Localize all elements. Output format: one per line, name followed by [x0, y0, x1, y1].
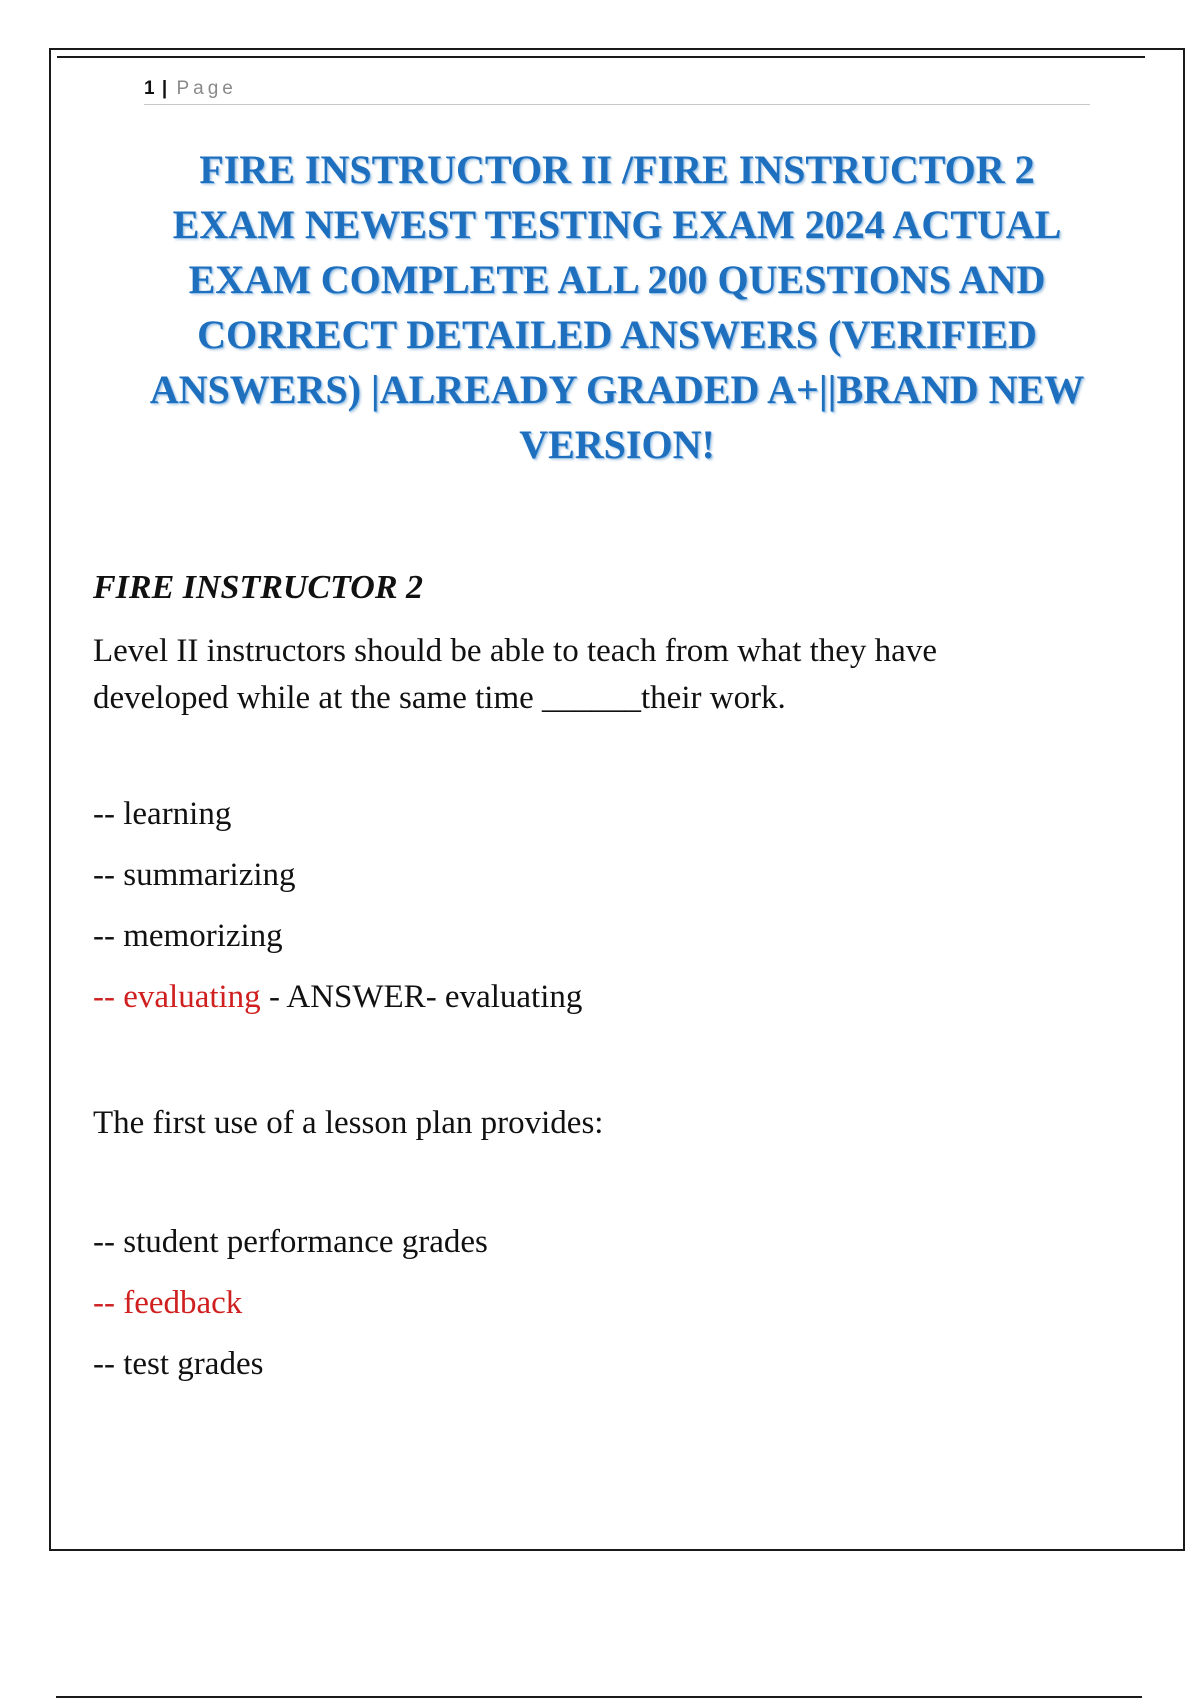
option-learning: -- learning — [93, 796, 232, 832]
page-label: Page — [176, 78, 237, 99]
top-rule — [57, 56, 1145, 58]
answer-text: - ANSWER- evaluating — [260, 979, 583, 1015]
option-feedback-correct: -- feedback — [93, 1285, 243, 1321]
question-2-options — [93, 1222, 1073, 1384]
page-header — [144, 74, 1090, 105]
document-body — [93, 568, 1073, 1384]
option-summarizing: -- summarizing — [93, 857, 296, 893]
page-separator: | — [161, 78, 168, 99]
option-evaluating-correct: -- evaluating — [93, 979, 261, 1015]
bottom-rule — [56, 1696, 1142, 1698]
option-memorizing: -- memorizing — [93, 918, 283, 954]
question-1-text: Level II instructors should be able to teach from what they have developed while at the same time ______their work. — [93, 633, 937, 716]
question-2-text: The first use of a lesson plan provides: — [93, 1105, 604, 1141]
section-heading: FIRE INSTRUCTOR 2 — [93, 569, 424, 606]
page-number: 1 — [144, 78, 155, 99]
option-student-performance-grades: -- student performance grades — [93, 1224, 488, 1260]
question-1-options — [93, 794, 1073, 1017]
document-title: FIRE INSTRUCTOR II /FIRE INSTRUCTOR 2 EXAM NEWEST TESTING EXAM 2024 ACTUAL EXAM COMPLETE ALL 200 QUESTIONS AND CORRECT DETAILED ANSWERS (VERIFIED ANSWERS) |ALREADY GRADED A+||BRAND NEW VERSION! — [149, 147, 1085, 467]
option-test-grades: -- test grades — [93, 1346, 264, 1382]
option-evaluating-row — [93, 977, 1073, 1017]
